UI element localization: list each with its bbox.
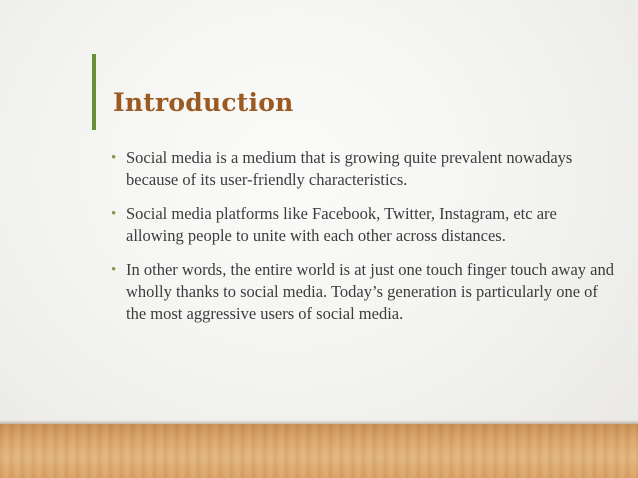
bullet-dot-icon: • xyxy=(111,206,117,222)
bullet-item xyxy=(110,259,616,325)
title-accent-bar xyxy=(92,54,96,130)
slide-title: Introduction xyxy=(113,88,294,117)
bullet-dot-icon: • xyxy=(111,150,117,166)
bullet-item xyxy=(110,203,616,247)
bullet-text: Social media is a medium that is growing quite prevalent nowadays because of its user-friendly characteristics. xyxy=(126,148,573,189)
bullet-dot-icon: • xyxy=(111,262,117,278)
bullet-item xyxy=(110,147,616,191)
bullet-text: Social media platforms like Facebook, Twitter, Instagram, etc are allowing people to unite with each other across distances. xyxy=(126,204,557,245)
bullet-list xyxy=(110,147,616,337)
bullet-text: In other words, the entire world is at just one touch finger touch away and wholly thanks to social media. Today’s generation is particularly one of the most aggressive users of social media. xyxy=(126,260,614,323)
wood-floor-decoration xyxy=(0,424,638,478)
